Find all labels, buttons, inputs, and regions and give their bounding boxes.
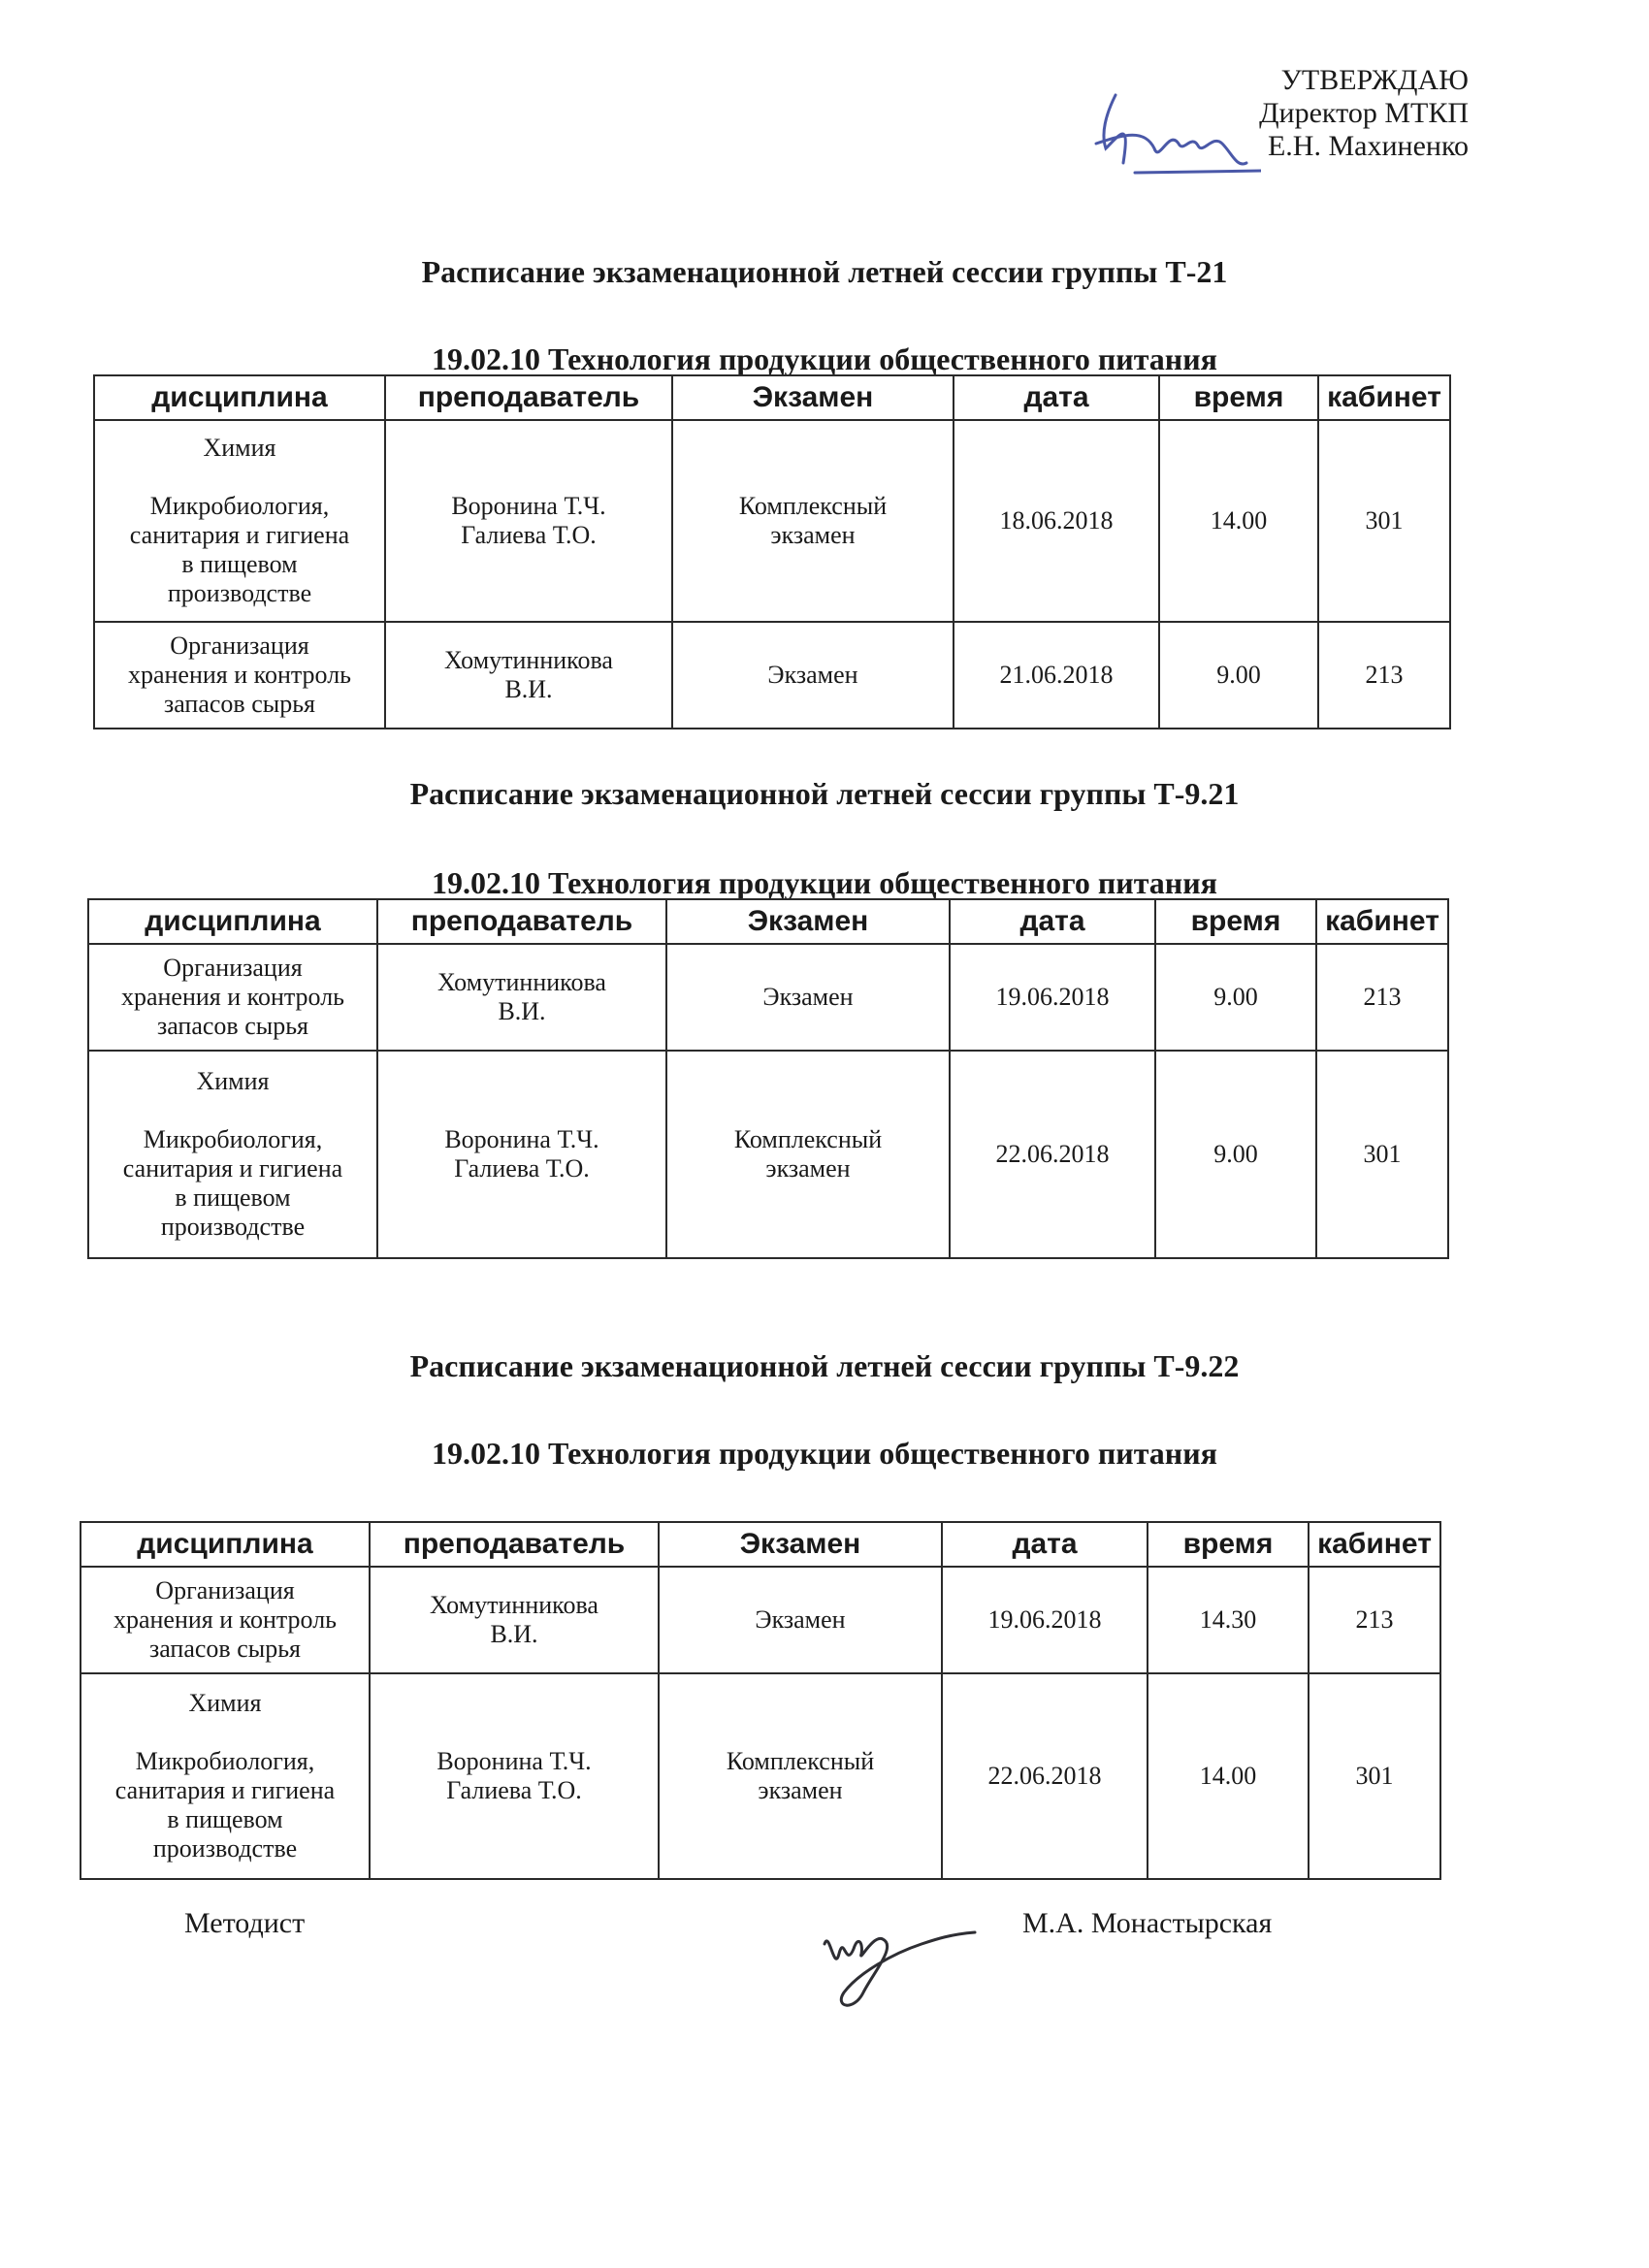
header-teacher: преподаватель — [385, 375, 672, 420]
discipline-spacer — [85, 1718, 365, 1747]
time-cell: 9.00 — [1155, 1051, 1316, 1258]
exam-line: Экзамен — [767, 661, 858, 689]
teacher-line: В.И. — [498, 997, 546, 1025]
teacher-line: Галиева Т.О. — [454, 1154, 590, 1183]
header-date: дата — [954, 375, 1159, 420]
discipline-line: запасов сырья — [163, 690, 316, 718]
teacher-line: Галиева Т.О. — [446, 1776, 582, 1804]
time-cell: 14.30 — [1148, 1567, 1309, 1673]
table-header-row — [88, 899, 1448, 944]
header-date: дата — [950, 899, 1155, 944]
exam-line: экзамен — [765, 1154, 851, 1183]
date-cell: 19.06.2018 — [950, 944, 1155, 1051]
table-row — [88, 944, 1448, 1051]
header-room: кабинет — [1316, 899, 1448, 944]
room-cell: 213 — [1309, 1567, 1440, 1673]
discipline-cell — [94, 622, 385, 729]
discipline-line: санитария и гигиена — [122, 1154, 343, 1183]
discipline-spacer — [99, 463, 380, 492]
teacher-line: Воронина Т.Ч. — [436, 1747, 592, 1775]
teacher-cell — [385, 420, 672, 622]
teacher-line: Хомутинникова — [430, 1591, 598, 1619]
room-cell: 301 — [1316, 1051, 1448, 1258]
header-time: время — [1155, 899, 1316, 944]
teacher-line: Галиева Т.О. — [461, 521, 597, 549]
schedule-table — [87, 898, 1449, 1259]
schedule-title: Расписание экзаменационной летней сессии группы Т-9.22 — [409, 1348, 1240, 1383]
date-cell: 22.06.2018 — [950, 1051, 1155, 1258]
discipline-line: Химия — [203, 434, 276, 462]
exam-cell — [672, 622, 954, 729]
time-cell: 9.00 — [1155, 944, 1316, 1051]
teacher-line: В.И. — [504, 675, 553, 703]
discipline-cell — [88, 944, 377, 1051]
table-header-row — [81, 1522, 1440, 1567]
exam-cell — [672, 420, 954, 622]
time-cell: 14.00 — [1148, 1673, 1309, 1879]
header-time: время — [1148, 1522, 1309, 1567]
header-room: кабинет — [1318, 375, 1450, 420]
discipline-line: хранения и контроль — [113, 1605, 338, 1634]
header-exam: Экзамен — [666, 899, 950, 944]
schedule-subtitle: 19.02.10 Технология продукции общественного питания — [432, 1436, 1217, 1471]
discipline-line: в пищевом — [175, 1183, 291, 1212]
approval-heading: УТВЕРЖДАЮ — [1280, 64, 1469, 96]
room-cell: 213 — [1318, 622, 1450, 729]
exam-line: Комплексный — [738, 492, 888, 520]
discipline-cell — [88, 1051, 377, 1258]
discipline-line: производстве — [167, 579, 312, 607]
discipline-line: запасов сырья — [148, 1635, 302, 1663]
methodist-signature — [805, 1886, 980, 2022]
time-cell: 9.00 — [1159, 622, 1318, 729]
discipline-line: запасов сырья — [156, 1012, 309, 1040]
header-teacher: преподаватель — [370, 1522, 659, 1567]
room-cell: 301 — [1318, 420, 1450, 622]
time-cell: 14.00 — [1159, 420, 1318, 622]
approval-signatory: Е.Н. Махиненко — [1267, 130, 1469, 162]
table-row — [94, 622, 1450, 729]
teacher-cell — [377, 1051, 666, 1258]
date-cell: 18.06.2018 — [954, 420, 1159, 622]
exam-cell — [666, 1051, 950, 1258]
table-row — [94, 420, 1450, 622]
table-row — [81, 1673, 1440, 1879]
discipline-spacer — [93, 1096, 372, 1125]
discipline-cell — [81, 1567, 370, 1673]
discipline-line: Химия — [196, 1067, 270, 1095]
room-cell: 301 — [1309, 1673, 1440, 1879]
discipline-line: в пищевом — [167, 1805, 283, 1833]
discipline-cell — [81, 1673, 370, 1879]
date-cell: 22.06.2018 — [942, 1673, 1148, 1879]
table-row — [88, 1051, 1448, 1258]
teacher-cell — [370, 1567, 659, 1673]
schedule-subtitle: 19.02.10 Технология продукции общественного питания — [432, 865, 1217, 900]
discipline-line: Химия — [188, 1689, 262, 1717]
header-date: дата — [942, 1522, 1148, 1567]
schedule-subtitle: 19.02.10 Технология продукции общественного питания — [432, 341, 1217, 376]
schedule-title: Расписание экзаменационной летней сессии группы Т-21 — [421, 254, 1228, 289]
discipline-line: Организация — [155, 1576, 295, 1604]
exam-line: Комплексный — [726, 1747, 875, 1775]
schedule-table — [93, 374, 1451, 729]
teacher-cell — [370, 1673, 659, 1879]
teacher-cell — [385, 622, 672, 729]
discipline-line: Микробиология, — [143, 1125, 323, 1153]
discipline-line: Организация — [163, 954, 303, 982]
teacher-line: Хомутинникова — [437, 968, 606, 996]
schedule-table — [80, 1521, 1441, 1880]
teacher-line: Воронина Т.Ч. — [444, 1125, 599, 1153]
header-room: кабинет — [1309, 1522, 1440, 1567]
discipline-line: Микробиология, — [135, 1747, 315, 1775]
exam-line: Экзамен — [755, 1605, 846, 1634]
teacher-line: Воронина Т.Ч. — [451, 492, 606, 520]
schedule-title: Расписание экзаменационной летней сессии группы Т-9.21 — [409, 776, 1240, 811]
exam-line: Экзамен — [762, 983, 854, 1011]
approval-position: Директор МТКП — [1259, 97, 1469, 129]
exam-cell — [666, 944, 950, 1051]
exam-line: экзамен — [770, 521, 856, 549]
header-discipline: дисциплина — [94, 375, 385, 420]
footer-role: Методист — [184, 1907, 306, 1939]
header-discipline: дисциплина — [88, 899, 377, 944]
discipline-line: Микробиология, — [149, 492, 330, 520]
discipline-line: производстве — [152, 1834, 298, 1863]
header-time: время — [1159, 375, 1318, 420]
discipline-line: в пищевом — [181, 550, 298, 578]
discipline-line: санитария и гигиена — [129, 521, 350, 549]
header-teacher: преподаватель — [377, 899, 666, 944]
table-header-row — [94, 375, 1450, 420]
teacher-line: Хомутинникова — [444, 646, 613, 674]
header-discipline: дисциплина — [81, 1522, 370, 1567]
discipline-line: санитария и гигиена — [114, 1776, 336, 1804]
room-cell: 213 — [1316, 944, 1448, 1051]
exam-line: экзамен — [758, 1776, 843, 1804]
director-signature — [1077, 76, 1261, 202]
header-exam: Экзамен — [672, 375, 954, 420]
discipline-line: хранения и контроль — [120, 983, 345, 1011]
discipline-line: хранения и контроль — [127, 661, 352, 689]
date-cell: 21.06.2018 — [954, 622, 1159, 729]
discipline-cell — [94, 420, 385, 622]
exam-cell — [659, 1673, 942, 1879]
exam-line: Комплексный — [733, 1125, 883, 1153]
footer-name: М.А. Монастырская — [1022, 1907, 1273, 1939]
approval-block — [1259, 64, 1469, 163]
teacher-line: В.И. — [490, 1620, 538, 1648]
exam-cell — [659, 1567, 942, 1673]
teacher-cell — [377, 944, 666, 1051]
discipline-line: производстве — [160, 1213, 306, 1241]
header-exam: Экзамен — [659, 1522, 942, 1567]
date-cell: 19.06.2018 — [942, 1567, 1148, 1673]
table-row — [81, 1567, 1440, 1673]
discipline-line: Организация — [170, 632, 309, 660]
